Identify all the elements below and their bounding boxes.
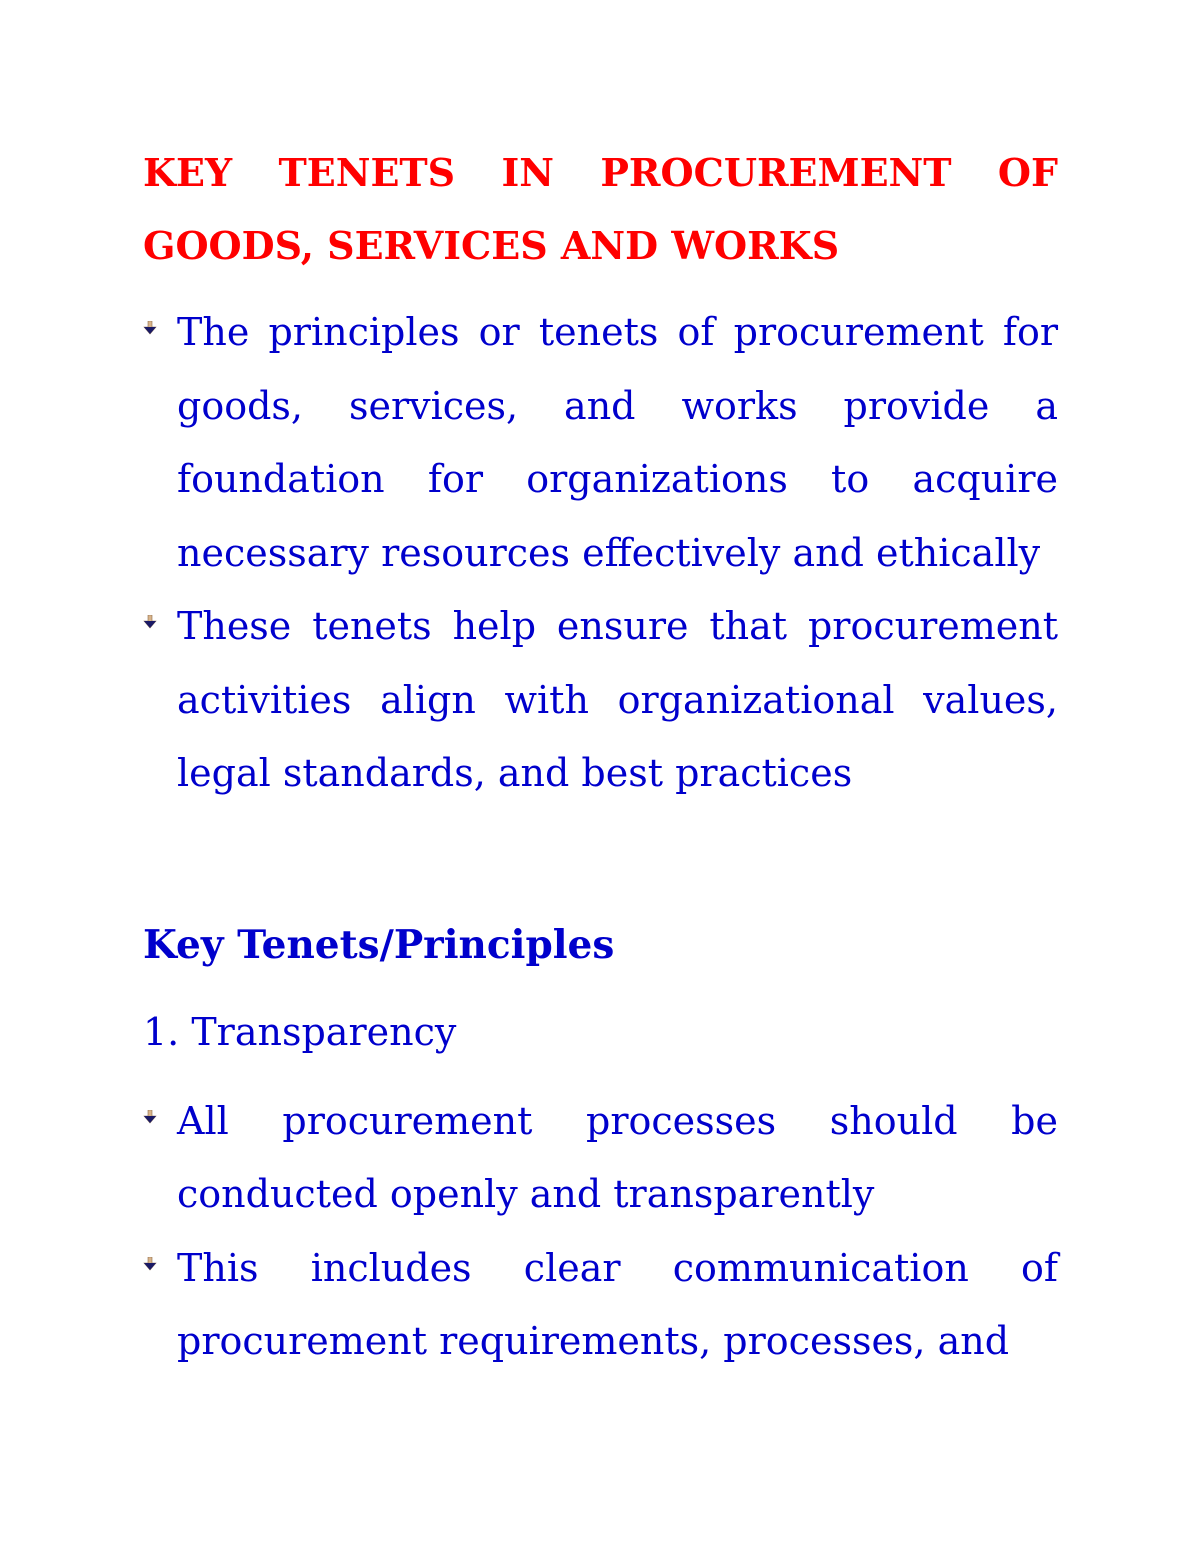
document-content [143, 136, 1058, 1379]
bullet-text: This includes clear communication of procurement requirements, processes, and [177, 1245, 1058, 1363]
bullet-text: All procurement processes should be conducted openly and transparently [177, 1098, 1058, 1216]
arrow-down-bullet-icon [143, 1110, 157, 1124]
arrow-down-bullet-icon [143, 615, 157, 629]
section-spacer [143, 811, 1058, 909]
arrow-down-bullet-icon [143, 1257, 157, 1271]
tenet-title: 1. Transparency [143, 1009, 457, 1054]
section-heading: Key Tenets/Principles [143, 921, 615, 968]
tenet-bullet-list [143, 1085, 1058, 1379]
bullet-text: These tenets help ensure that procurement activities align with organizational values, legal standards, and best practices [177, 604, 1058, 795]
arrow-down-bullet-icon [143, 321, 157, 335]
document-heading: KEY TENETS IN PROCUREMENT OF GOODS, SERVICES AND WORKS [143, 150, 1058, 268]
list-item [143, 1085, 1058, 1232]
list-item [143, 590, 1058, 811]
list-item [143, 1232, 1058, 1379]
bullet-text: The principles or tenets of procurement for goods, services, and works provide a foundation for organizations to acquire necessary resources effectively and ethically [177, 310, 1058, 575]
intro-bullet-list [143, 296, 1058, 811]
list-item [143, 296, 1058, 590]
